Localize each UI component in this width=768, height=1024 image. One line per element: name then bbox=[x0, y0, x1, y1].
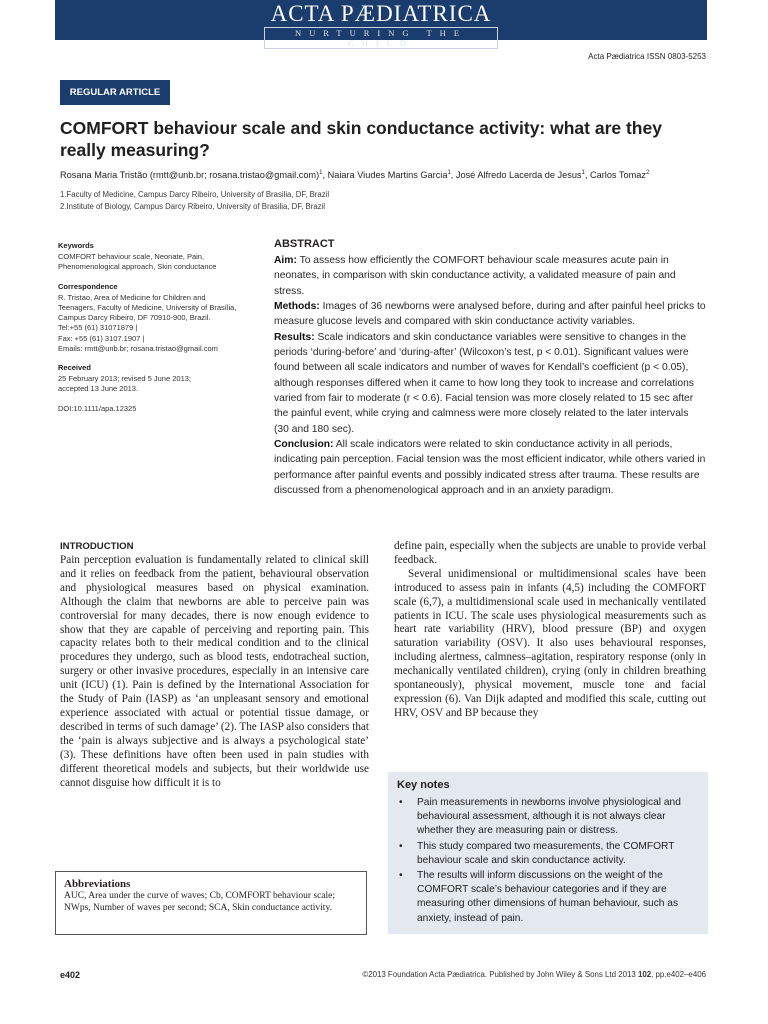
paragraph: Several unidimensional or multidimensional scales have been introduced to assess pain in infants (4,5) including the COMFORT scale (6,7), a multidimensional scale used in mechanically ventilated patients in ICU. The scale uses physiological measurements such as heart rate variability (HRV), blood pressure (BP) and oxygen saturation variability (OSV). It also uses behavioural responses, including alertness, calmness–agitation, respiratory response (only in mechanically ventilated children), crying (only in children breathing spontaneously), physical movement, muscle tone and facial expression (6). Van Dijk adapted and modified this scale, cutting out HRV, OSV and BP because they bbox=[394, 567, 706, 719]
bullet-icon: • bbox=[399, 797, 403, 808]
affiliation-2: 2.Institute of Biology, Campus Darcy Ribeiro, University of Brasilia, DF, Brazil bbox=[60, 202, 326, 211]
author-list bbox=[60, 170, 720, 180]
author-2-affil: 1 bbox=[447, 170, 451, 176]
abstract-methods bbox=[274, 299, 706, 330]
page-range: , pp.e402–e406 bbox=[651, 970, 706, 979]
author-1-affil: 1 bbox=[319, 170, 323, 176]
copyright-text: ©2013 Foundation Acta Pædiatrica. Published by John Wiley & Sons Ltd 2013 bbox=[362, 970, 638, 979]
correspondence-heading: Correspondence bbox=[58, 281, 118, 291]
correspondence-line: Fax: +55 (61) 3107.1907 | bbox=[58, 333, 145, 343]
abstract-heading: ABSTRACT bbox=[274, 238, 335, 250]
page-number: e402 bbox=[60, 970, 81, 980]
key-note-item bbox=[397, 869, 698, 926]
key-notes-heading: Key notes bbox=[397, 779, 450, 791]
introduction-heading: INTRODUCTION bbox=[60, 541, 134, 552]
volume-number: 102 bbox=[637, 970, 652, 979]
journal-title: ACTA PÆDIATRICA bbox=[270, 1, 492, 26]
author-3-affil: 1 bbox=[581, 170, 585, 176]
correspondence-line: Teenagers, Faculty of Medicine, University of Brasília, bbox=[58, 303, 237, 313]
correspondence-line: Campus Darcy Ribeiro, DF 70910-900, Brazil. bbox=[58, 313, 211, 323]
article-title bbox=[60, 117, 720, 161]
abbreviations-box bbox=[55, 871, 367, 935]
aim-label: Aim: bbox=[274, 255, 297, 266]
bullet-icon: • bbox=[399, 840, 403, 852]
article-sidebar bbox=[58, 241, 263, 423]
received-text bbox=[58, 374, 263, 394]
conclusion-label: Conclusion: bbox=[274, 439, 334, 451]
author-4-affil: 2 bbox=[645, 170, 650, 176]
doi-link: DOI:10.1111/apa.12325 bbox=[58, 403, 137, 413]
journal-tagline: NURTURING THE CHILD bbox=[264, 27, 498, 49]
article-type-badge: REGULAR ARTICLE bbox=[60, 80, 170, 105]
abstract-results bbox=[274, 330, 706, 437]
key-notes-box bbox=[388, 772, 708, 934]
received-line: accepted 13 June 2013. bbox=[58, 384, 139, 394]
received-line: 25 February 2013; revised 5 June 2013; bbox=[58, 374, 192, 384]
copyright-footer bbox=[362, 970, 706, 979]
article-title-line-1: COMFORT behaviour scale and skin conductance activity: what are they bbox=[60, 118, 662, 138]
results-label: Results: bbox=[274, 331, 315, 343]
issn-line: Acta Pædiatrica ISSN 0803-5253 bbox=[588, 52, 706, 61]
abbreviations-heading: Abbreviations bbox=[64, 878, 131, 890]
key-note-text: This study compared two measurements, the COMFORT behaviour scale and skin conductance activity. bbox=[417, 840, 675, 866]
bullet-icon: • bbox=[399, 870, 403, 882]
author-2: , Naiara Viudes Martins Garcia bbox=[322, 170, 448, 181]
conclusion-text: All scale indicators were related to skin conductance activity in all periods, indicating pain perception. Facial tension was the most efficient indicator, while others varied in performance after painful events and possibly indicated stress after trauma. These results are discussed from a phenomenological approach and in an anxiety paradigm. bbox=[274, 439, 706, 497]
author-1: Rosana Maria Tristão (rmtt@unb.br; rosana.tristao@gmail.com) bbox=[60, 170, 320, 181]
keywords-heading: Keywords bbox=[58, 241, 94, 250]
aim-text: To assess how efficiently the COMFORT behaviour scale measures acute pain in neonates, in comparison with skin conductance activity, a validated measure of pain and stress. bbox=[274, 255, 676, 297]
key-note-item bbox=[397, 840, 698, 868]
author-4: , Carlos Tomaz bbox=[584, 170, 646, 181]
affiliation-1: 1.Faculty of Medicine, Campus Darcy Ribeiro, University of Brasilia, DF, Brazil bbox=[60, 190, 330, 199]
key-note-text: Pain measurements in newborns involve physiological and behavioural assessment, although it is not always clear whether they are measuring pain or distress. bbox=[417, 797, 681, 837]
methods-label: Methods: bbox=[274, 301, 320, 313]
journal-masthead bbox=[55, 0, 707, 48]
correspondence-line: R. Tristao, Area of Medicine for Children and bbox=[58, 292, 206, 302]
introduction-column-2 bbox=[394, 540, 706, 721]
key-note-item bbox=[397, 796, 698, 839]
correspondence-text bbox=[58, 293, 263, 354]
paragraph: define pain, especially when the subjects are unable to provide verbal feedback. bbox=[394, 540, 706, 566]
author-3: , José Alfredo Lacerda de Jesus bbox=[450, 170, 582, 181]
key-note-text: The results will inform discussions on the weight of the COMFORT scale’s behaviour categories and if they are measuring other dimensions of human behaviour, such as anxiety, instead of pain. bbox=[417, 870, 679, 924]
abbreviations-text: AUC, Area under the curve of waves; Cb, COMFORT behaviour scale; NWps, Number of waves per second; SCA, Skin conductance activity. bbox=[64, 891, 336, 913]
abstract-conclusion bbox=[274, 437, 706, 498]
keywords-line: COMFORT behaviour scale, Neonate, Pain, bbox=[58, 252, 205, 262]
results-text: Scale indicators and skin conductance variables were sensitive to changes in the periods ‘during-before’ and ‘during-after’ (Wilcoxon’s test, p < 0.01). Significant values were found between all scale indicators and number of waves for Kendall’s coefficient (p < 0.05), although responses differed when it came to how long they took to increase and correlations varied from fair to moderate (r < 0.6). Facial tension was more closely related to 15 sec after the painful event, while crying and calmness were more closely related to the later intervals (30 and 180 sec). bbox=[274, 331, 694, 435]
correspondence-line: Tel:+55 (61) 31071879 | bbox=[58, 323, 138, 333]
keywords-line: Phenomenological approach, Skin conductance bbox=[58, 262, 217, 272]
received-heading: Received bbox=[58, 363, 91, 373]
correspondence-email: Emails: rmtt@unb.br; rosana.tristao@gmail.com bbox=[58, 343, 218, 353]
abstract-aim bbox=[274, 253, 706, 299]
article-title-line-2: really measuring? bbox=[60, 140, 210, 160]
methods-text: Images of 36 newborns were analysed before, during and after painful heel pricks to measure glucose levels and compared with skin conductance activity variables. bbox=[274, 301, 706, 328]
introduction-column-1: Pain perception evaluation is fundamentally related to clinical skill and it relies on feedback from the patient, behavioural observation and physiological measures based on physical examination. Although the claim that newborns are able to perceive pain was controversial for many decades, there is now enough evidence to show that they are capable of perceiving and reporting pain. This capacity relates both to their medical condition and to the clinical procedures they undergo, such as blood tests, endotracheal suction, surgery or other invasive procedures, especially in an intensive care unit (ICU) (1). Pain is defined by the International Association for the Study of Pain (IASP) as ‘an unpleasant sensory and emotional experience associated with actual or potential tissue damage, or described in terms of such damage’ (2). The IASP also considers that the ‘pain is always subjective and is always a psychological state’ (3). These definitions have often been used in pain studies with different theoretical models and subjects, but their worldwide use cannot disguise how difficult it is to bbox=[60, 554, 369, 789]
abstract-body bbox=[274, 253, 706, 499]
keywords-text bbox=[58, 252, 263, 272]
